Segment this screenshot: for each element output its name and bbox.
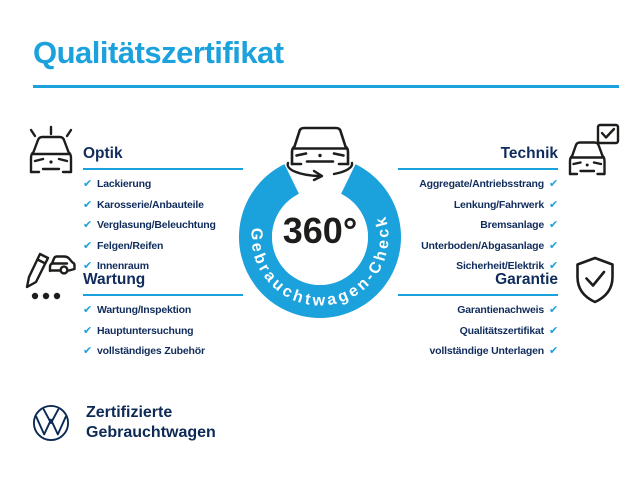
list-item-label: Hauptuntersuchung xyxy=(97,324,194,337)
degrees-value: 360° xyxy=(282,210,358,251)
vw-logo-icon xyxy=(32,404,70,442)
list-item-label: vollständige Unterlagen xyxy=(429,345,544,357)
title-divider xyxy=(33,85,619,88)
list-item xyxy=(83,326,243,338)
section-garantie-list xyxy=(398,305,558,358)
check-icon: ✔ xyxy=(83,178,93,190)
list-item-label: Innenraum xyxy=(97,260,149,272)
list-item-label: Lenkung/Fahrwerk xyxy=(453,198,544,211)
section-technik-list xyxy=(398,179,558,273)
brand-claim-line2: Gebrauchtwagen xyxy=(86,424,216,441)
list-item xyxy=(398,305,558,317)
brand-claim-line1: Zertifizierte xyxy=(86,404,173,421)
car-checkbox-icon xyxy=(562,122,622,180)
list-item-label: vollständiges Zubehör xyxy=(97,345,205,357)
check-icon: ✔ xyxy=(83,345,93,357)
section-wartung-divider xyxy=(83,294,243,296)
list-item xyxy=(398,326,558,338)
check-icon: ✔ xyxy=(548,260,558,272)
list-item xyxy=(83,200,243,212)
section-technik-heading: Technik xyxy=(500,145,558,162)
list-item xyxy=(398,220,558,232)
list-item xyxy=(398,179,558,191)
list-item-label: Qualitätszertifikat xyxy=(459,324,544,337)
list-item xyxy=(398,346,558,358)
check-icon: ✔ xyxy=(548,304,558,316)
page-title: Qualitätszertifikat xyxy=(33,35,284,70)
rotating-car-icon xyxy=(288,128,352,180)
list-item xyxy=(83,241,243,253)
check-icon: ✔ xyxy=(548,345,558,357)
check-icon: ✔ xyxy=(548,239,558,252)
check-icon: ✔ xyxy=(83,324,93,337)
section-wartung-list xyxy=(83,305,243,358)
list-item-label: Sicherheit/Elektrik xyxy=(456,260,544,272)
list-item xyxy=(83,305,243,317)
list-item-label: Garantienachweis xyxy=(457,304,544,316)
section-optik xyxy=(83,145,243,273)
360-check-badge xyxy=(230,118,410,330)
check-icon: ✔ xyxy=(548,219,558,231)
section-wartung-heading: Wartung xyxy=(83,271,146,288)
list-item xyxy=(83,179,243,191)
brand-claim xyxy=(86,403,216,443)
list-item-label: Wartung/Inspektion xyxy=(97,304,192,316)
brand-footer xyxy=(32,403,216,443)
list-item xyxy=(398,241,558,253)
check-icon: ✔ xyxy=(83,198,93,211)
section-optik-heading: Optik xyxy=(83,145,123,162)
section-technik-divider xyxy=(398,168,558,170)
section-optik-list xyxy=(83,179,243,273)
section-wartung xyxy=(83,271,243,358)
check-icon: ✔ xyxy=(83,219,93,231)
service-checklist-pen-icon xyxy=(23,251,77,303)
check-icon: ✔ xyxy=(83,260,93,272)
ring-curved-label: Gebrauchtwagen-Check xyxy=(247,213,393,310)
list-item xyxy=(83,346,243,358)
list-item-label: Verglasung/Beleuchtung xyxy=(97,219,216,231)
shield-check-icon xyxy=(572,255,618,305)
check-icon: ✔ xyxy=(83,239,93,252)
section-optik-divider xyxy=(83,168,243,170)
check-icon: ✔ xyxy=(548,178,558,190)
list-item-label: Lackierung xyxy=(97,178,152,190)
list-item-label: Unterboden/Abgasanlage xyxy=(421,239,544,252)
list-item xyxy=(398,200,558,212)
list-item-label: Felgen/Reifen xyxy=(97,239,164,252)
check-icon: ✔ xyxy=(548,324,558,337)
check-icon: ✔ xyxy=(83,304,93,316)
check-icon: ✔ xyxy=(548,198,558,211)
section-garantie-heading: Garantie xyxy=(495,271,558,288)
list-item-label: Karosserie/Anbauteile xyxy=(97,198,204,211)
list-item-label: Bremsanlage xyxy=(480,219,544,231)
section-garantie-divider xyxy=(398,294,558,296)
list-item-label: Aggregate/Antriebsstrang xyxy=(419,178,544,190)
section-technik xyxy=(398,145,558,273)
shiny-car-icon xyxy=(24,124,78,178)
list-item xyxy=(83,220,243,232)
section-garantie xyxy=(398,271,558,358)
